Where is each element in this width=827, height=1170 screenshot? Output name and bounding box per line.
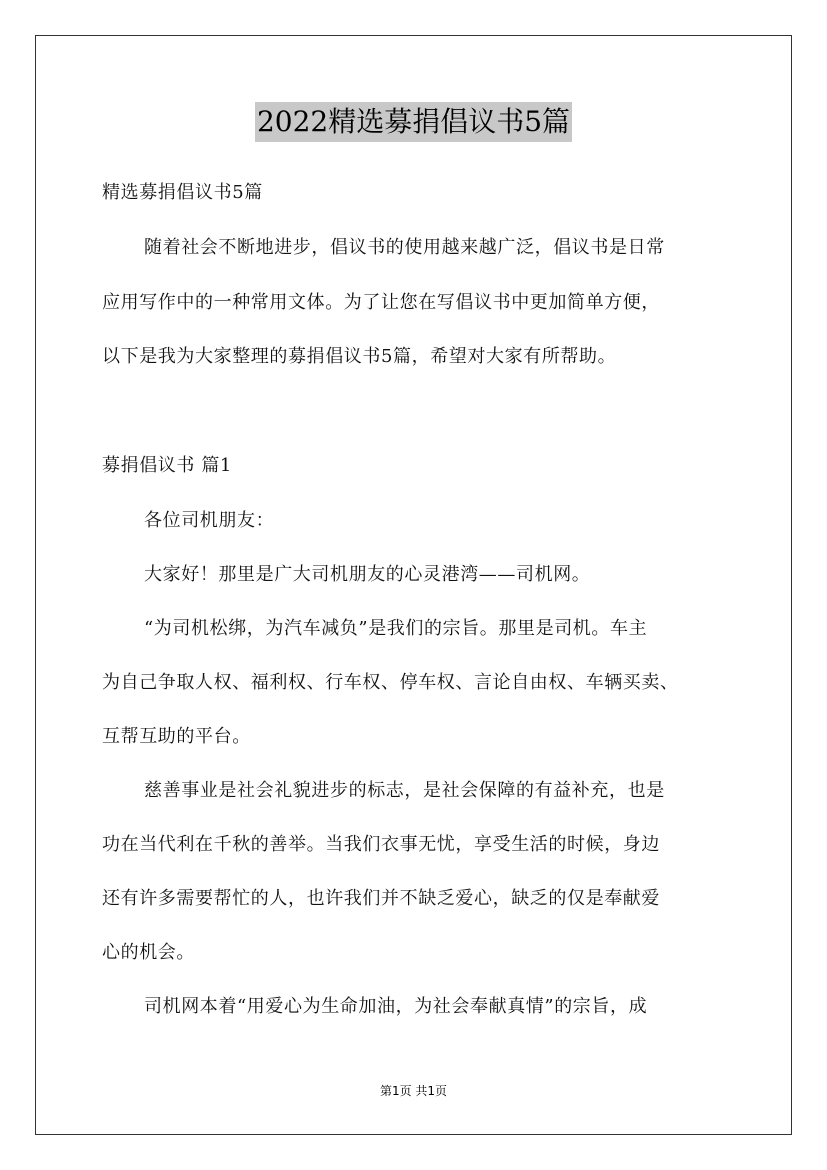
intro-line-1: 随着社会不断地进步，倡议书的使用越来越广泛，倡议书是日常 xyxy=(144,237,665,258)
body-line-6: 还有许多需要帮忙的人，也许我们并不缺乏爱心，缺乏的仅是奉献爱 xyxy=(102,888,660,909)
intro-line-2: 应用写作中的一种常用文体。为了让您在写倡议书中更加简单方便， xyxy=(102,292,660,313)
document-title: 2022精选募捐倡议书5篇 xyxy=(255,102,572,142)
section-heading: 募捐倡议书 篇1 xyxy=(102,455,232,476)
document-subtitle: 精选募捐倡议书5篇 xyxy=(102,182,263,203)
body-line-5: 功在当代利在千秋的善举。当我们衣事无忧，享受生活的时候，身边 xyxy=(102,834,660,855)
body-line-8: 司机网本着“用爱心为生命加油，为社会奉献真情”的宗旨，成 xyxy=(144,996,648,1017)
greeting-line: 大家好！那里是广大司机朋友的心灵港湾——司机网。 xyxy=(144,564,591,585)
body-line-1: “为司机松绑，为汽车减负”是我们的宗旨。那里是司机。车主 xyxy=(144,618,648,639)
body-line-2: 为自己争取人权、福利权、行车权、停车权、言论自由权、车辆买卖、 xyxy=(102,672,679,693)
intro-line-3: 以下是我为大家整理的募捐倡议书5篇，希望对大家有所帮助。 xyxy=(102,346,617,367)
body-line-4: 慈善事业是社会礼貌进步的标志，是社会保障的有益补充，也是 xyxy=(144,780,665,801)
title-container xyxy=(0,102,827,142)
page-footer: 第1页 共1页 xyxy=(379,1084,448,1098)
salutation: 各位司机朋友： xyxy=(144,510,275,531)
body-line-3: 互帮互助的平台。 xyxy=(102,726,251,747)
body-line-7: 心的机会。 xyxy=(102,942,195,963)
